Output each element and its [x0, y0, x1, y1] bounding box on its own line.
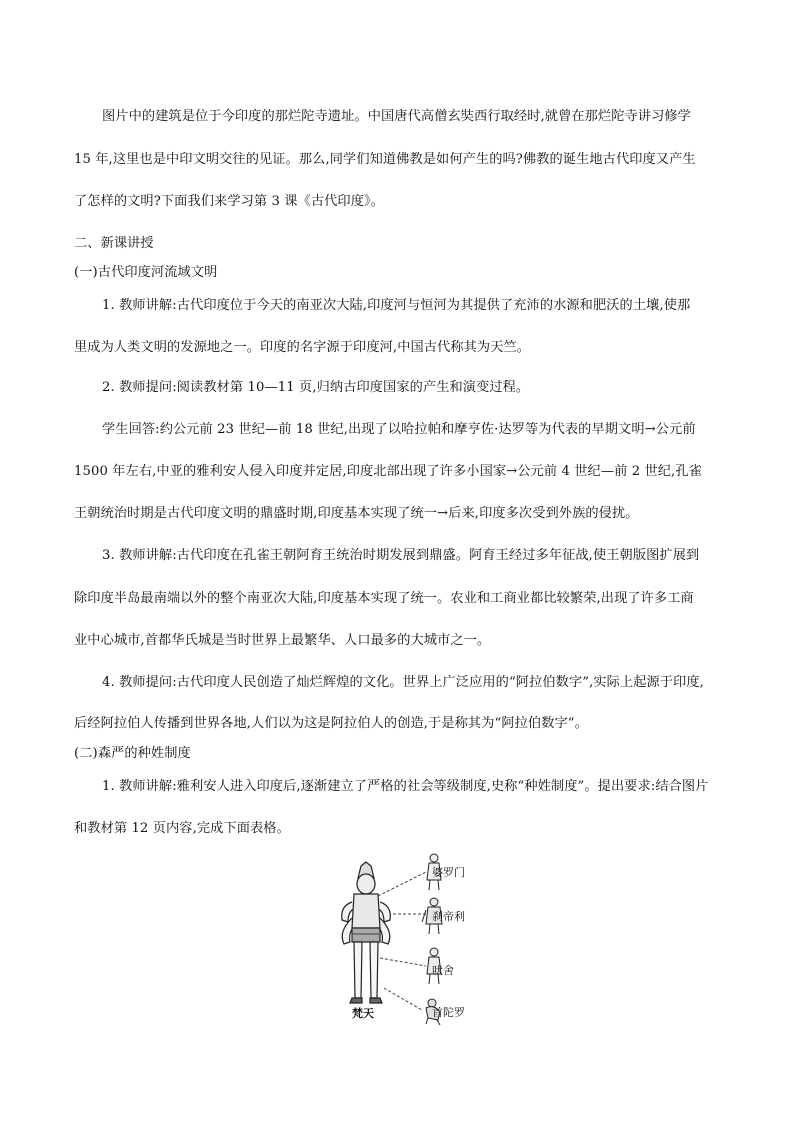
intro-line-3: 了怎样的文明?下面我们来学习第 3 课《古代印度》。 [74, 194, 384, 209]
section-heading-new-lesson: 二、新课讲授 [74, 236, 154, 251]
paragraph-5-line-2: 和教材第 12 页内容,完成下面表格。 [74, 821, 290, 836]
intro-line-1: 图片中的建筑是位于今印度的那烂陀寺遗址。中国唐代高僧玄奘西行取经时,就曾在那烂陀寺讲习修学 [102, 109, 691, 124]
subsection-heading-caste: (二)森严的种姓制度 [74, 746, 191, 761]
subsection-heading-indus: (一)古代印度河流域文明 [74, 265, 218, 280]
brahma-figure [342, 862, 391, 1003]
paragraph-3-line-2: 除印度半岛最南端以外的整个南亚次大陆,印度基本实现了统一。农业和工商业都比较繁荣,出现了许多工商 [74, 591, 694, 606]
caste-label-kshatriya: 刹帝利 [432, 910, 465, 923]
paragraph-3-line-3: 业中心城市,首都华氏城是当时世界上最繁华、人口最多的大城市之一。 [74, 633, 491, 648]
god-label-brahma: 梵天 [352, 1007, 374, 1020]
caste-system-figure [330, 848, 500, 1026]
caste-label-vaishya: 吠舍 [432, 964, 454, 977]
paragraph-4-line-2: 后经阿拉伯人传播到世界各地,人们以为这是阿拉伯人的创造,于是称其为“阿拉伯数字”。 [74, 716, 588, 731]
caste-label-shudra: 首陀罗 [432, 1006, 465, 1019]
caste-label-brahmin: 婆罗门 [432, 866, 465, 879]
paragraph-2: 2. 教师提问:阅读教材第 10—11 页,归纳古印度国家的产生和演变过程。 [102, 380, 530, 395]
paragraph-4-line-1: 4. 教师提问:古代印度人民创造了灿烂辉煌的文化。世界上广泛应用的“阿拉伯数字”,实际上起源于印度, [102, 675, 704, 690]
paragraph-1-line-1: 1. 教师讲解:古代印度位于今天的南亚次大陆,印度河与恒河为其提供了充沛的水源和肥沃的土壤,使那 [102, 298, 691, 313]
intro-line-2: 15 年,这里也是中印文明交往的见证。那么,同学们知道佛教是如何产生的吗?佛教的诞生地古代印度又产生 [74, 152, 696, 167]
paragraph-5-line-1: 1. 教师讲解:雅利安人进入印度后,逐渐建立了严格的社会等级制度,史称“种姓制度”。提出要求:结合图片 [102, 779, 709, 794]
paragraph-1-line-2: 里成为人类文明的发源地之一。印度的名字源于印度河,中国古代称其为天竺。 [74, 340, 531, 355]
paragraph-3-line-1: 3. 教师讲解:古代印度在孔雀王朝阿育王统治时期发展到鼎盛。阿育王经过多年征战,使王朝版图扩展到 [102, 548, 700, 563]
caste-system-illustration [330, 848, 500, 1026]
answer-line-1: 学生回答:约公元前 23 世纪—前 18 世纪,出现了以哈拉帕和摩亨佐·达罗等为代表的早期文明→公元前 [102, 422, 696, 437]
answer-line-3: 王朝统治时期是古代印度文明的鼎盛时期,印度基本实现了统一→后来,印度多次受到外族的侵扰。 [74, 506, 639, 521]
answer-line-2: 1500 年左右,中亚的雅利安人侵入印度并定居,印度北部出现了许多小国家→公元前 4 世纪—前 2 世纪,孔雀 [74, 464, 702, 479]
